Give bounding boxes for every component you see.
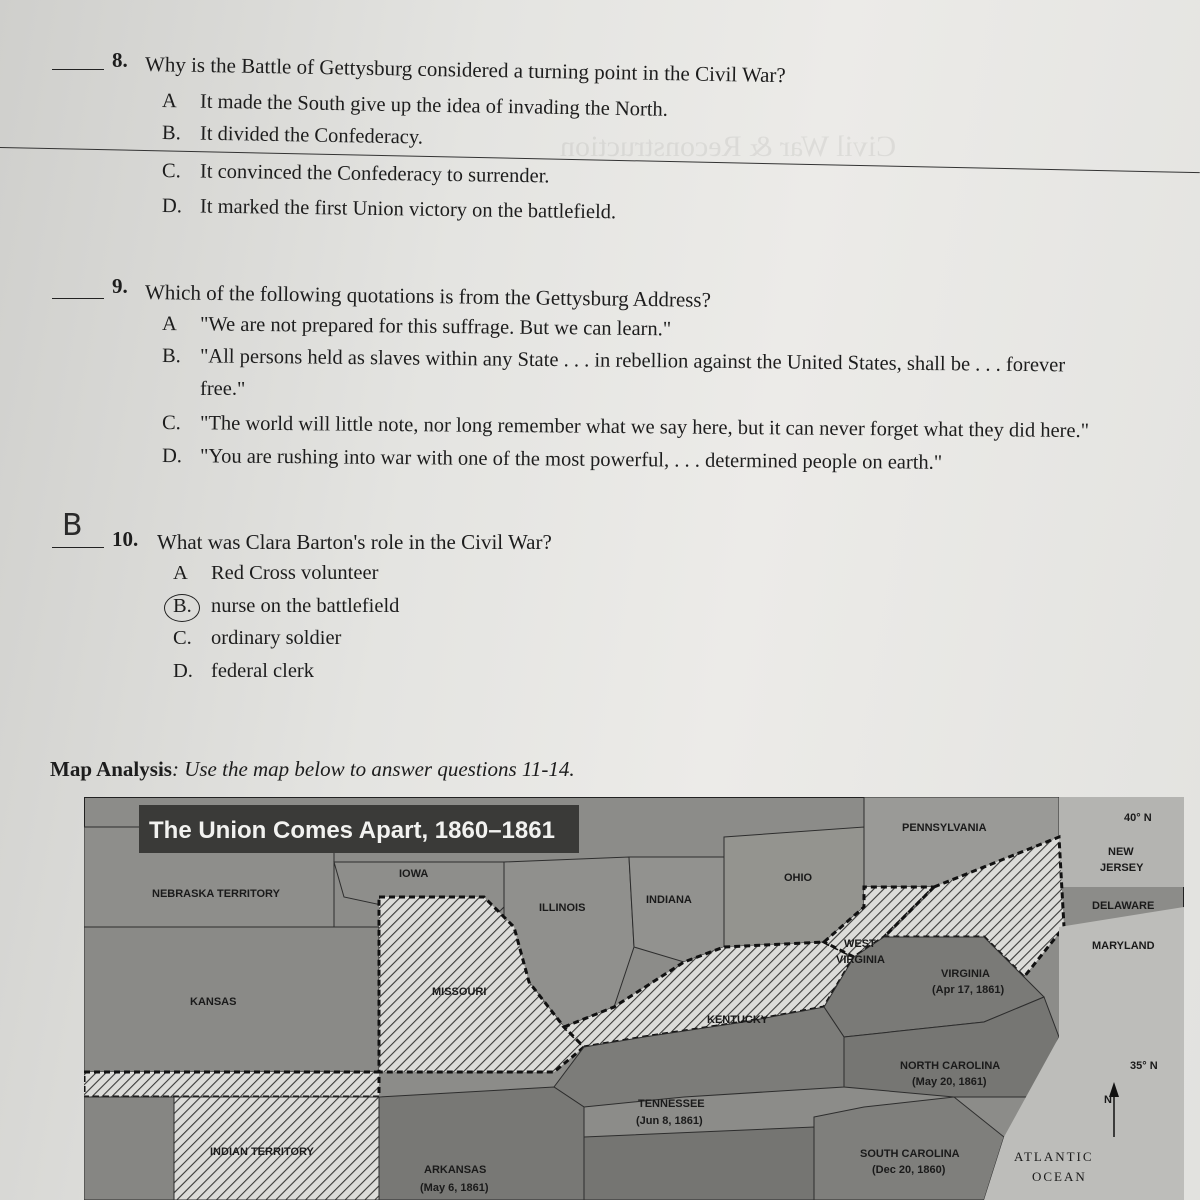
civil-war-map [84, 797, 1184, 1200]
question-text: Which of the following quotations is from the Gettysburg Address? [144, 280, 712, 312]
bleed-through-text: Civil War & Reconstruction [560, 130, 897, 163]
answer-blank-8[interactable] [52, 47, 104, 70]
option-c [162, 412, 1089, 443]
option-text: Red Cross volunteer [211, 562, 379, 584]
question-number: 9. [112, 274, 128, 298]
option-text: It divided the Confederacy. [199, 122, 424, 149]
answer-blank-10[interactable] [52, 525, 104, 548]
label-south-carolina-date: (Dec 20, 1860) [872, 1164, 946, 1176]
label-new-jersey-1: NEW [1108, 846, 1134, 858]
option-d [162, 195, 616, 224]
option-b [173, 595, 399, 618]
question-number: 10. [112, 527, 139, 551]
option-text: It marked the first Union victory on the battlefield. [199, 195, 617, 224]
map-analysis-instruction: : Use the map below to answer questions 11-14. [171, 757, 575, 781]
option-b [162, 122, 423, 150]
option-letter: D. [173, 660, 193, 682]
option-b [162, 345, 1065, 377]
handwritten-answer: B [62, 508, 83, 543]
option-b-continued [200, 378, 245, 401]
option-letter: B. [161, 122, 182, 145]
question-text: Why is the Battle of Gettysburg considered a turning point in the Civil War? [144, 52, 786, 88]
map-analysis-label: Map Analysis [50, 757, 172, 781]
option-a [173, 562, 378, 585]
label-iowa: IOWA [399, 868, 429, 880]
map-title: The Union Comes Apart, 1860–1861 [149, 817, 555, 844]
label-kansas: KANSAS [190, 996, 237, 1008]
option-letter: B. [161, 345, 181, 368]
label-lat35: 35° N [1130, 1060, 1158, 1072]
option-letter: D. [161, 445, 183, 468]
option-letter: B. [173, 595, 192, 617]
label-indiana: INDIANA [646, 894, 692, 906]
label-north-carolina-date: (May 20, 1861) [912, 1076, 987, 1088]
label-virginia: VIRGINIA [941, 968, 990, 980]
option-d [162, 445, 942, 475]
label-arkansas-date: (May 6, 1861) [420, 1182, 489, 1194]
question-number: 8. [112, 48, 128, 72]
option-text: It convinced the Confederacy to surrender. [199, 160, 550, 188]
option-c [173, 627, 341, 650]
option-d [173, 660, 314, 683]
option-letter: C. [161, 412, 181, 435]
option-text: nurse on the battlefield [211, 595, 400, 617]
option-a [162, 90, 668, 122]
label-tennessee-date: (Jun 8, 1861) [636, 1115, 703, 1127]
label-indian-territory: INDIAN TERRITORY [210, 1146, 314, 1158]
option-c [162, 160, 550, 188]
compass-n-label: N [1104, 1094, 1112, 1106]
option-letter: D. [161, 195, 183, 218]
label-tennessee: TENNESSEE [638, 1098, 705, 1110]
label-ohio: OHIO [784, 872, 813, 884]
label-north-carolina: NORTH CAROLINA [900, 1060, 1001, 1072]
label-lat40: 40° N [1124, 812, 1152, 824]
question-text: What was Clara Barton's role in the Civil War? [157, 530, 552, 554]
label-west-virginia-1: WEST [844, 938, 876, 950]
label-pennsylvania: PENNSYLVANIA [902, 822, 987, 834]
option-letter: A [173, 562, 188, 584]
label-new-jersey-2: JERSEY [1100, 862, 1144, 874]
label-nebraska-territory: NEBRASKA TERRITORY [152, 888, 280, 900]
option-letter: A [161, 313, 177, 336]
label-atlantic: ATLANTIC [1014, 1149, 1094, 1164]
label-arkansas: ARKANSAS [424, 1164, 487, 1176]
option-letter: C. [161, 160, 181, 183]
option-text: free." [200, 378, 246, 400]
label-maryland: MARYLAND [1092, 940, 1155, 952]
label-delaware: DELAWARE [1092, 900, 1155, 912]
option-text: federal clerk [211, 660, 314, 682]
answer-blank-9[interactable] [52, 276, 104, 299]
label-ocean: OCEAN [1032, 1169, 1087, 1184]
label-south-carolina: SOUTH CAROLINA [860, 1148, 960, 1160]
option-a [162, 313, 671, 341]
label-kentucky: KENTUCKY [707, 1014, 769, 1026]
option-text: ordinary soldier [211, 627, 342, 649]
option-letter: A [161, 90, 178, 113]
option-text: It made the South give up the idea of invading the North. [199, 90, 669, 121]
label-virginia-date: (Apr 17, 1861) [932, 984, 1005, 996]
option-text: "We are not prepared for this suffrage. But we can learn." [199, 313, 672, 341]
option-text: "All persons held as slaves within any State . . . in rebellion against the United States, shall be . . . forever [199, 345, 1066, 377]
option-letter: C. [173, 627, 192, 649]
label-illinois: ILLINOIS [539, 902, 586, 914]
label-west-virginia-2: VIRGINIA [836, 954, 885, 966]
option-text: "You are rushing into war with one of the most powerful, . . . determined people on earth." [199, 445, 943, 474]
label-missouri: MISSOURI [432, 986, 487, 998]
map-analysis-heading [50, 757, 575, 782]
option-text: "The world will little note, nor long remember what we say here, but it can never forget what they did here." [199, 412, 1090, 443]
